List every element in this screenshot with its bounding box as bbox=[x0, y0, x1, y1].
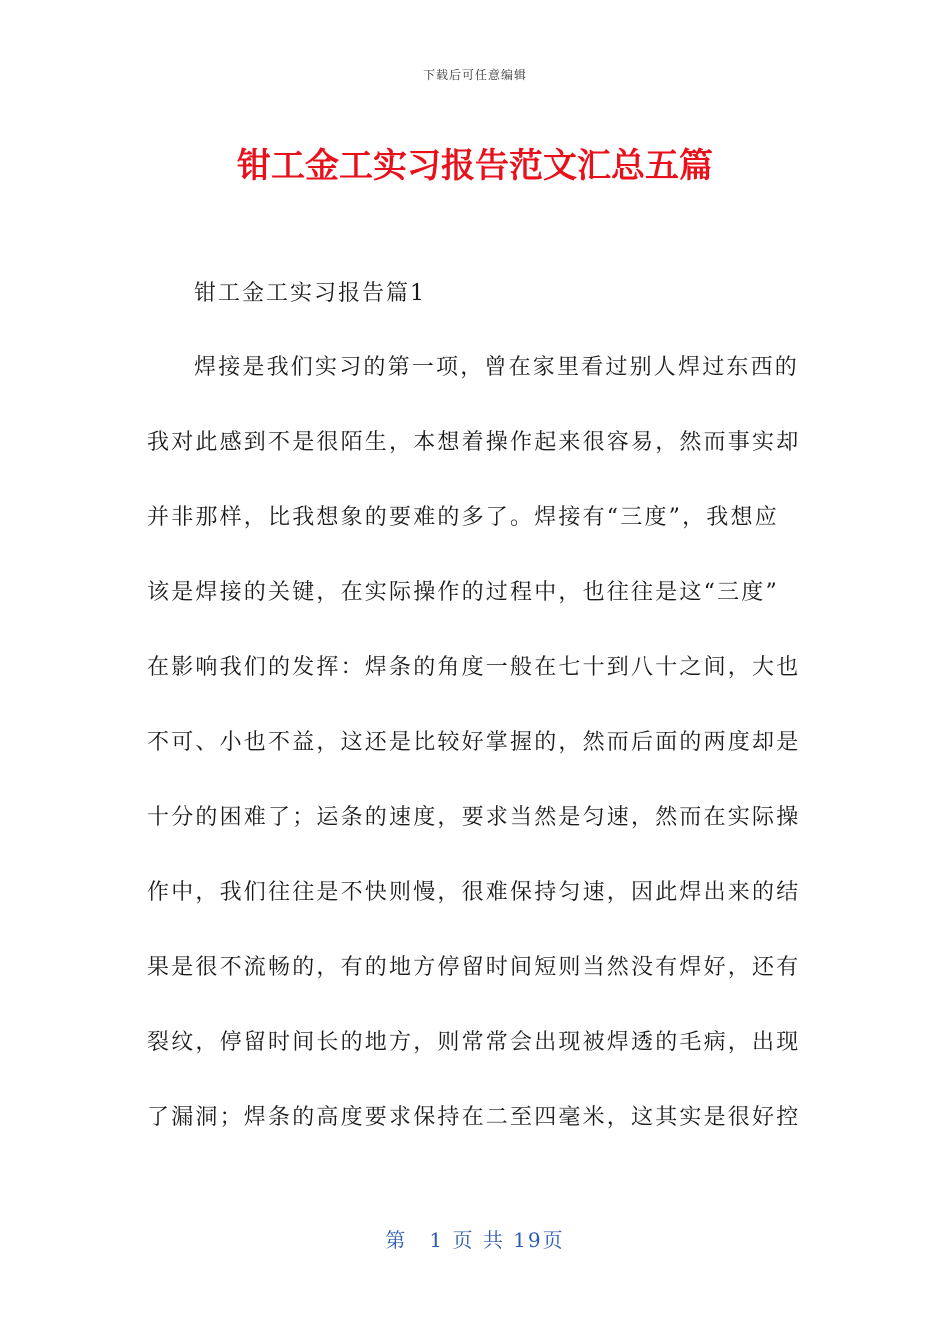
paragraph-line: 该是焊接的关键，在实际操作的过程中，也往往是这“三度” bbox=[147, 580, 779, 605]
paragraph-line: 裂纹，停留时间长的地方，则常常会出现被焊透的毛病，出现 bbox=[147, 1030, 801, 1055]
paragraph-line: 了漏洞；焊条的高度要求保持在二至四毫米，这其实是很好控 bbox=[147, 1105, 801, 1130]
section-heading: 钳工金工实习报告篇1 bbox=[194, 281, 426, 306]
paragraph-line: 果是很不流畅的，有的地方停留时间短则当然没有焊好，还有 bbox=[147, 955, 801, 980]
document-title: 钳工金工实习报告范文汇总五篇 bbox=[237, 146, 713, 186]
paragraph-line: 不可、小也不益，这还是比较好掌握的，然而后面的两度却是 bbox=[147, 730, 801, 755]
paragraph-line: 焊接是我们实习的第一项，曾在家里看过别人焊过东西的 bbox=[194, 355, 800, 380]
paragraph-line: 我对此感到不是很陌生，本想着操作起来很容易，然而事实却 bbox=[147, 430, 801, 455]
page-indicator: 第 1 页 共 19页 bbox=[385, 1228, 565, 1252]
paragraph-line: 并非那样，比我想象的要难的多了。焊接有“三度”，我想应 bbox=[147, 505, 779, 530]
header-note: 下载后可任意编辑 bbox=[422, 68, 527, 82]
paragraph-line: 作中，我们往往是不快则慢，很难保持匀速，因此焊出来的结 bbox=[147, 880, 801, 905]
paragraph-line: 在影响我们的发挥：焊条的角度一般在七十到八十之间，大也 bbox=[147, 655, 801, 680]
body-text bbox=[147, 350, 807, 1175]
paragraph-line: 十分的困难了；运条的速度，要求当然是匀速，然而在实际操 bbox=[147, 805, 801, 830]
